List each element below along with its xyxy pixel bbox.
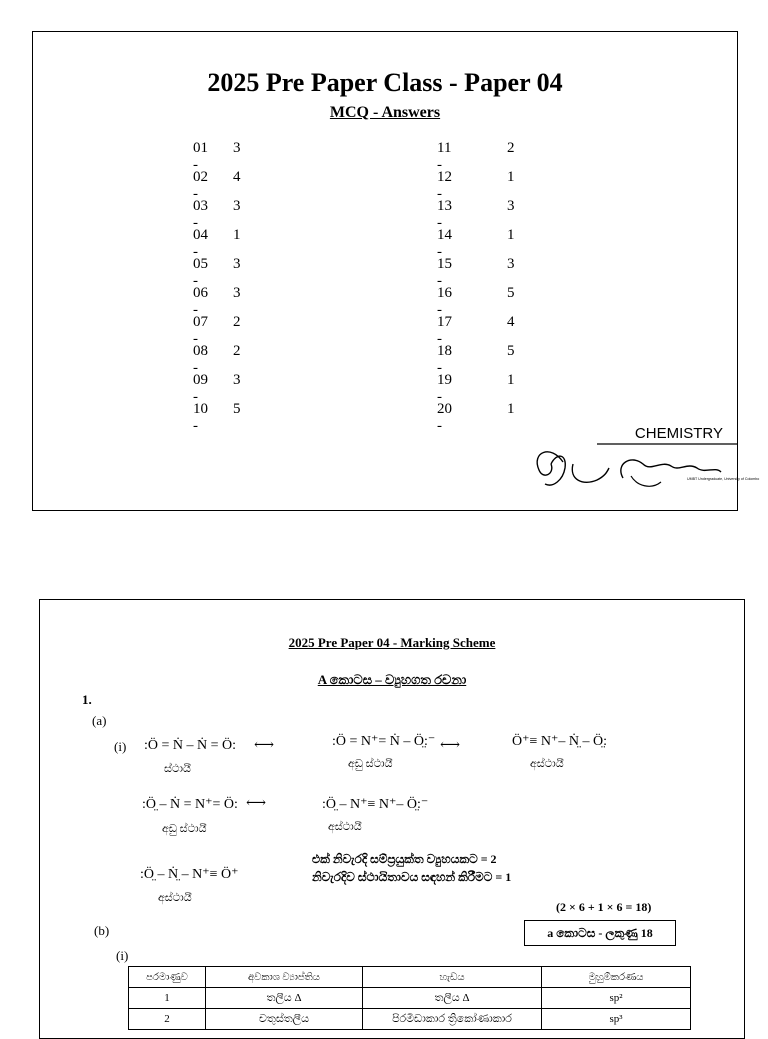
resonance-arrow: ⟷ bbox=[246, 796, 267, 811]
resonance-structure: :Ö̤ – Ṅ = N⁺= Ö: bbox=[142, 797, 238, 812]
answer-value: 2 bbox=[233, 343, 241, 359]
question-number: 07 - bbox=[193, 314, 208, 347]
resonance-structure: :Ö = Ṅ – Ṅ = Ö: bbox=[144, 738, 237, 753]
question-number: 05 - bbox=[193, 256, 208, 289]
column-header: හැඩය bbox=[363, 967, 542, 988]
question-number: 10 - bbox=[193, 401, 208, 434]
sub-question-a: (a) bbox=[92, 713, 107, 728]
resonance-arrow: ⟷ bbox=[440, 738, 461, 753]
stability-label: අස්ථායී bbox=[328, 821, 362, 833]
sub-question-b: (b) bbox=[94, 923, 110, 938]
answer-value: 3 bbox=[507, 198, 515, 214]
section-subtitle: MCQ - Answers bbox=[329, 104, 441, 121]
column-header: අවකාශ ව්‍යාප්තිය bbox=[206, 967, 363, 988]
stability-label: අඩු ස්ථායී bbox=[348, 758, 393, 770]
marking-scheme-panel bbox=[39, 599, 745, 1039]
answer-value: 1 bbox=[507, 372, 515, 388]
resonance-structure: Ö⁺≡ N⁺– Ṅ̤ – Ö̤: bbox=[512, 734, 608, 749]
resonance-structure: :Ö̤ – Ṅ̤ – N⁺≡ Ö⁺ bbox=[140, 867, 239, 882]
marking-note: නිවැරදිව ස්ථායිතාවය සඳහන් කිරීමට = 1 bbox=[312, 870, 512, 884]
stability-label: අස්ථායී bbox=[158, 892, 192, 904]
question-number: 12 - bbox=[437, 169, 452, 202]
question-number: 04 - bbox=[193, 227, 208, 260]
table-cell: තලීය Δ bbox=[363, 988, 542, 1009]
answer-value: 4 bbox=[233, 169, 241, 185]
column-header: මුහුම්කරණය bbox=[542, 967, 691, 988]
question-number: 11 - bbox=[437, 140, 452, 173]
question-number: 14 - bbox=[437, 227, 452, 260]
table-row bbox=[129, 988, 691, 1009]
answer-value: 3 bbox=[233, 256, 241, 272]
resonance-arrow: ⟷ bbox=[254, 738, 275, 753]
table-row bbox=[129, 1009, 691, 1030]
question-number: 01 - bbox=[193, 140, 208, 173]
answer-value: 3 bbox=[233, 372, 241, 388]
question-number: 19 - bbox=[437, 372, 452, 405]
chemistry-signature-logo bbox=[511, 424, 760, 496]
question-number: 08 - bbox=[193, 343, 208, 376]
question-number: 03 - bbox=[193, 198, 208, 231]
answer-value: 1 bbox=[507, 169, 515, 185]
column-header: පරමාණුව bbox=[129, 967, 206, 988]
question-number: 02 - bbox=[193, 169, 208, 202]
question-number: 1. bbox=[82, 692, 92, 707]
score-calculation: (2 × 6 + 1 × 6 = 18) bbox=[556, 900, 652, 914]
answer-value: 4 bbox=[507, 314, 515, 330]
marking-note: එක් නිවැරදි සම්ප්‍රයුක්ත ව්‍යුහයකට = 2 bbox=[312, 852, 497, 866]
question-number: 13 - bbox=[437, 198, 452, 231]
question-number: 17 - bbox=[437, 314, 452, 347]
answer-value: 5 bbox=[233, 401, 241, 417]
logo-text: CHEMISTRY bbox=[634, 425, 723, 442]
answer-value: 1 bbox=[233, 227, 241, 243]
table-cell: චතුස්තලීය bbox=[206, 1009, 363, 1030]
answer-value: 3 bbox=[233, 285, 241, 301]
answer-value: 1 bbox=[507, 227, 515, 243]
table-cell: පිරමිඩාකාර ත්‍රිකෝණාකාර bbox=[363, 1009, 542, 1030]
question-number: 18 - bbox=[437, 343, 452, 376]
part-total-box: a කොටස - ලකුණු 18 bbox=[524, 920, 676, 946]
stability-label: අස්ථායී bbox=[530, 758, 564, 770]
table-cell: 2 bbox=[129, 1009, 206, 1030]
table-header-row bbox=[129, 967, 691, 988]
question-number: 09 - bbox=[193, 372, 208, 405]
resonance-structure: :Ö̤ – N⁺≡ N⁺– Ö̤:⁻ bbox=[322, 797, 429, 812]
question-number: 06 - bbox=[193, 285, 208, 318]
answer-value: 1 bbox=[507, 401, 515, 417]
sub-question-b-i: (i) bbox=[116, 948, 129, 963]
answer-value: 2 bbox=[233, 314, 241, 330]
answer-value: 3 bbox=[233, 140, 241, 156]
mcq-answers-panel bbox=[32, 31, 760, 511]
table-cell: තලීය Δ bbox=[206, 988, 363, 1009]
page-title: 2025 Pre Paper Class - Paper 04 bbox=[207, 68, 563, 97]
part-heading: A කොටස – ව්‍යුහගත රචනා bbox=[317, 672, 467, 687]
table-cell: sp² bbox=[542, 988, 691, 1009]
answer-value: 2 bbox=[507, 140, 515, 156]
answer-value: 3 bbox=[507, 256, 515, 272]
question-number: 16 - bbox=[437, 285, 452, 318]
answer-value: 5 bbox=[507, 343, 515, 359]
marking-scheme-title: 2025 Pre Paper 04 - Marking Scheme bbox=[288, 635, 496, 650]
sub-question-a-i: (i) bbox=[114, 739, 127, 754]
hybridization-table bbox=[128, 966, 691, 1030]
resonance-structure: :Ö = N⁺= Ṅ – Ö̤:⁻ bbox=[332, 734, 436, 749]
question-number: 20 - bbox=[437, 401, 452, 434]
table-cell: 1 bbox=[129, 988, 206, 1009]
question-number: 15 - bbox=[437, 256, 452, 289]
logo-small-text: UMBT Undergraduate, University of Colombo bbox=[687, 477, 760, 481]
answer-value: 5 bbox=[507, 285, 515, 301]
stability-label: අඩු ස්ථායී bbox=[162, 823, 207, 835]
stability-label: ස්ථායී bbox=[164, 763, 191, 775]
table-cell: sp³ bbox=[542, 1009, 691, 1030]
answer-value: 3 bbox=[233, 198, 241, 214]
